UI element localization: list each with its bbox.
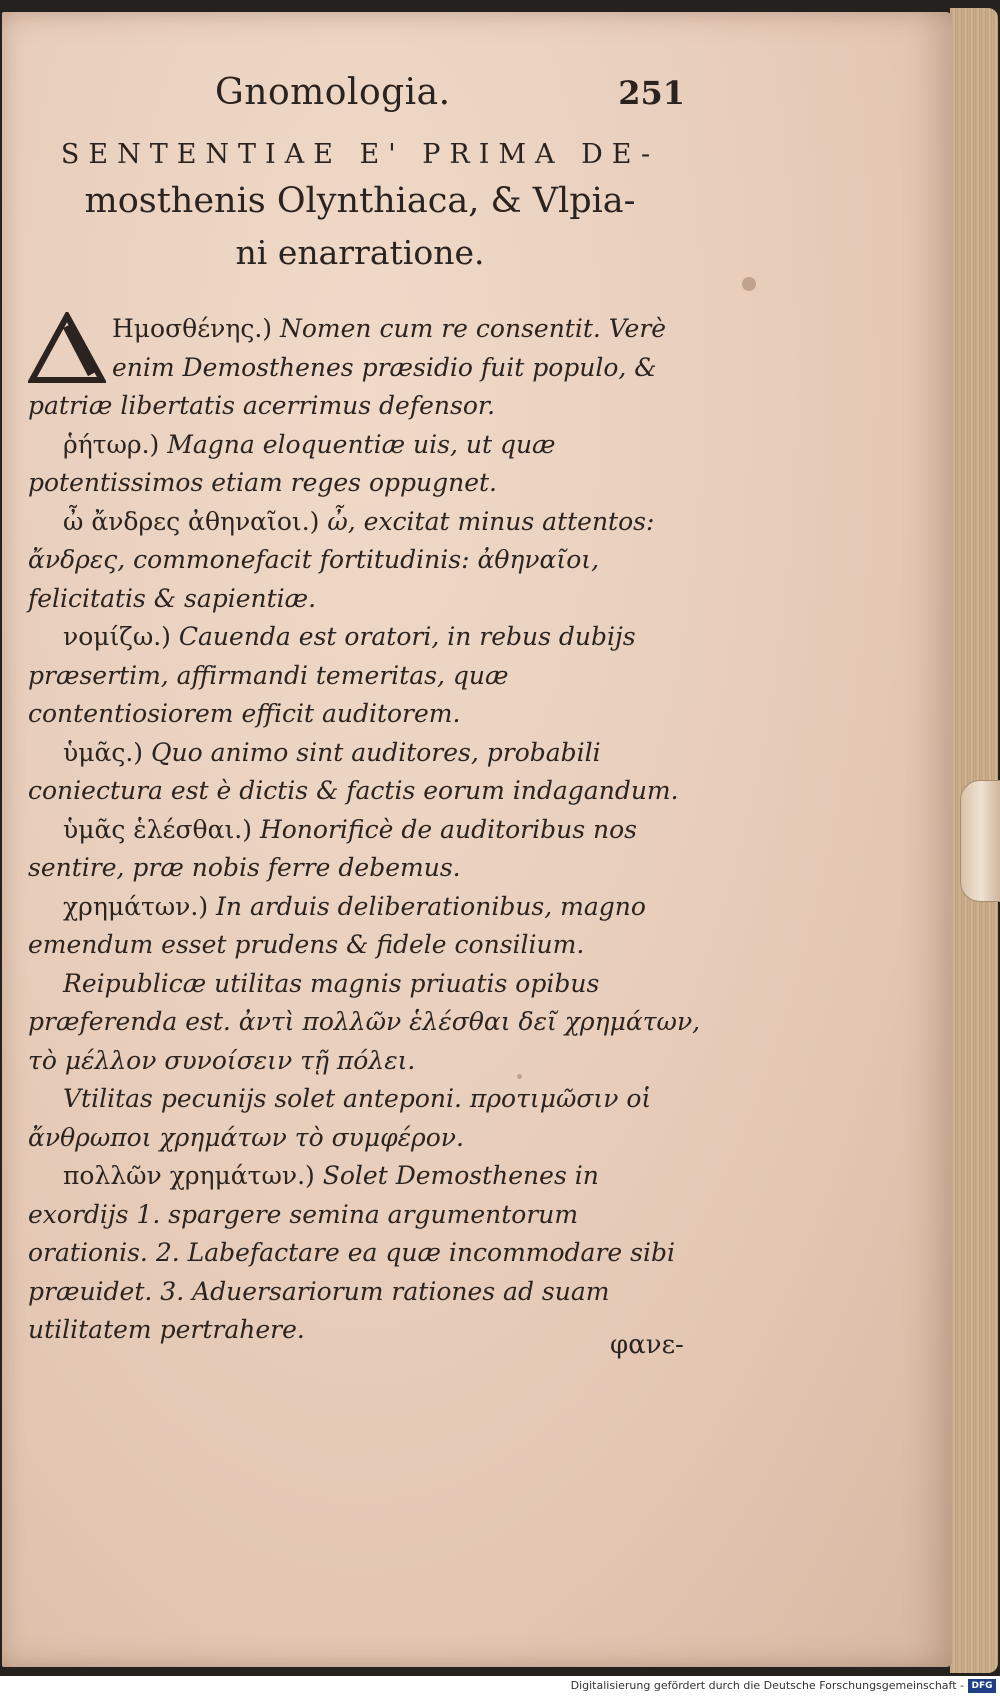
commentary-text: ὦ, excitat minus attentos: ἄνδρες, commonefacit fortitudinis: ἀθηναῖοι, felicitatis & sapientiæ. <box>28 506 655 613</box>
stain <box>742 277 756 291</box>
commentary-text: Reipublicæ utilitas magnis priuatis opibus præferenda est. ἀντὶ πολλῶν ἑλέσθαι δεῖ χρημάτων, τὸ μέλλον συνοίσειν τῇ πόλει. <box>28 968 701 1075</box>
commentary-text: Vtilitas pecunijs solet anteponi. προτιμῶσιν οἱ ἄνθρωποι χρημάτων τὸ συμφέρον. <box>28 1084 652 1152</box>
lemma: ῥήτωρ.) <box>63 429 160 459</box>
commentary-text: Quo animo sint auditores, probabili coniectura est è dictis & factis eorum indagandum. <box>28 737 679 805</box>
paragraph <box>28 1080 703 1157</box>
lemma: πολλῶν χρημάτων.) <box>63 1161 315 1190</box>
commentary-text: Honorificè de auditoribus nos sentire, præ nobis ferre debemus. <box>28 814 637 882</box>
dfg-logo-icon: DFG <box>968 1679 996 1693</box>
commentary-text: Nomen cum re consentit. Verè enim Demosthenes præsidio fuit populo, & patriæ libertatis acerrimus defensor. <box>28 314 667 420</box>
paragraph <box>28 310 703 426</box>
lemma: χρημάτων.) <box>63 891 209 921</box>
heading-line-2: mosthenis Olynthiaca, & Vlpia- <box>84 181 636 221</box>
paragraph <box>28 503 703 619</box>
funding-credit: Digitalisierung gefördert durch die Deutsche Forschungsgemeinschaft - <box>570 1679 964 1692</box>
catchword: φανε- <box>610 1330 684 1360</box>
paragraph <box>28 618 703 734</box>
heading-line-3: ni enarratione. <box>235 233 485 272</box>
dropcap-delta-icon <box>28 312 106 384</box>
running-header <box>215 72 685 122</box>
text-body <box>28 310 703 1350</box>
lemma: Ημοσθένης.) <box>112 314 273 343</box>
running-title: Gnomologia. <box>215 72 451 113</box>
lemma: ὑμᾶς.) <box>63 737 144 767</box>
page-number: 251 <box>618 74 685 112</box>
digitization-footer <box>0 1676 1000 1698</box>
paragraph <box>28 888 703 965</box>
commentary-text: In arduis deliberationibus, magno emendum esset prudens & fidele consilium. <box>28 891 646 959</box>
commentary-text: Solet Demosthenes in exordijs 1. spargere semina argumentorum orationis. 2. Labefactare ea quæ incommodare sibi præuidet. 3. Aduersariorum rationes ad suam utilitatem pertrahere. <box>28 1161 675 1344</box>
lemma: ὑμᾶς ἑλέσθαι.) <box>63 814 252 844</box>
paragraph <box>28 426 703 503</box>
paragraph <box>28 965 703 1081</box>
book-clasp <box>960 780 1000 902</box>
paragraph <box>28 811 703 888</box>
commentary-text: Magna eloquentiæ uis, ut quæ potentissimos etiam reges oppugnet. <box>28 429 556 497</box>
section-heading <box>40 135 680 279</box>
lemma: ὦ ἄνδρες ἀθηναῖοι.) <box>63 506 320 536</box>
commentary-text: Cauenda est oratori, in rebus dubijs præsertim, affirmandi temeritas, quæ contentiosiorem efficit auditorem. <box>28 622 636 728</box>
paragraph <box>28 1157 703 1350</box>
lemma: νομίζω.) <box>63 622 171 651</box>
heading-line-1: SENTENTIAE E' PRIMA DE- <box>60 139 660 170</box>
paragraph <box>28 734 703 811</box>
